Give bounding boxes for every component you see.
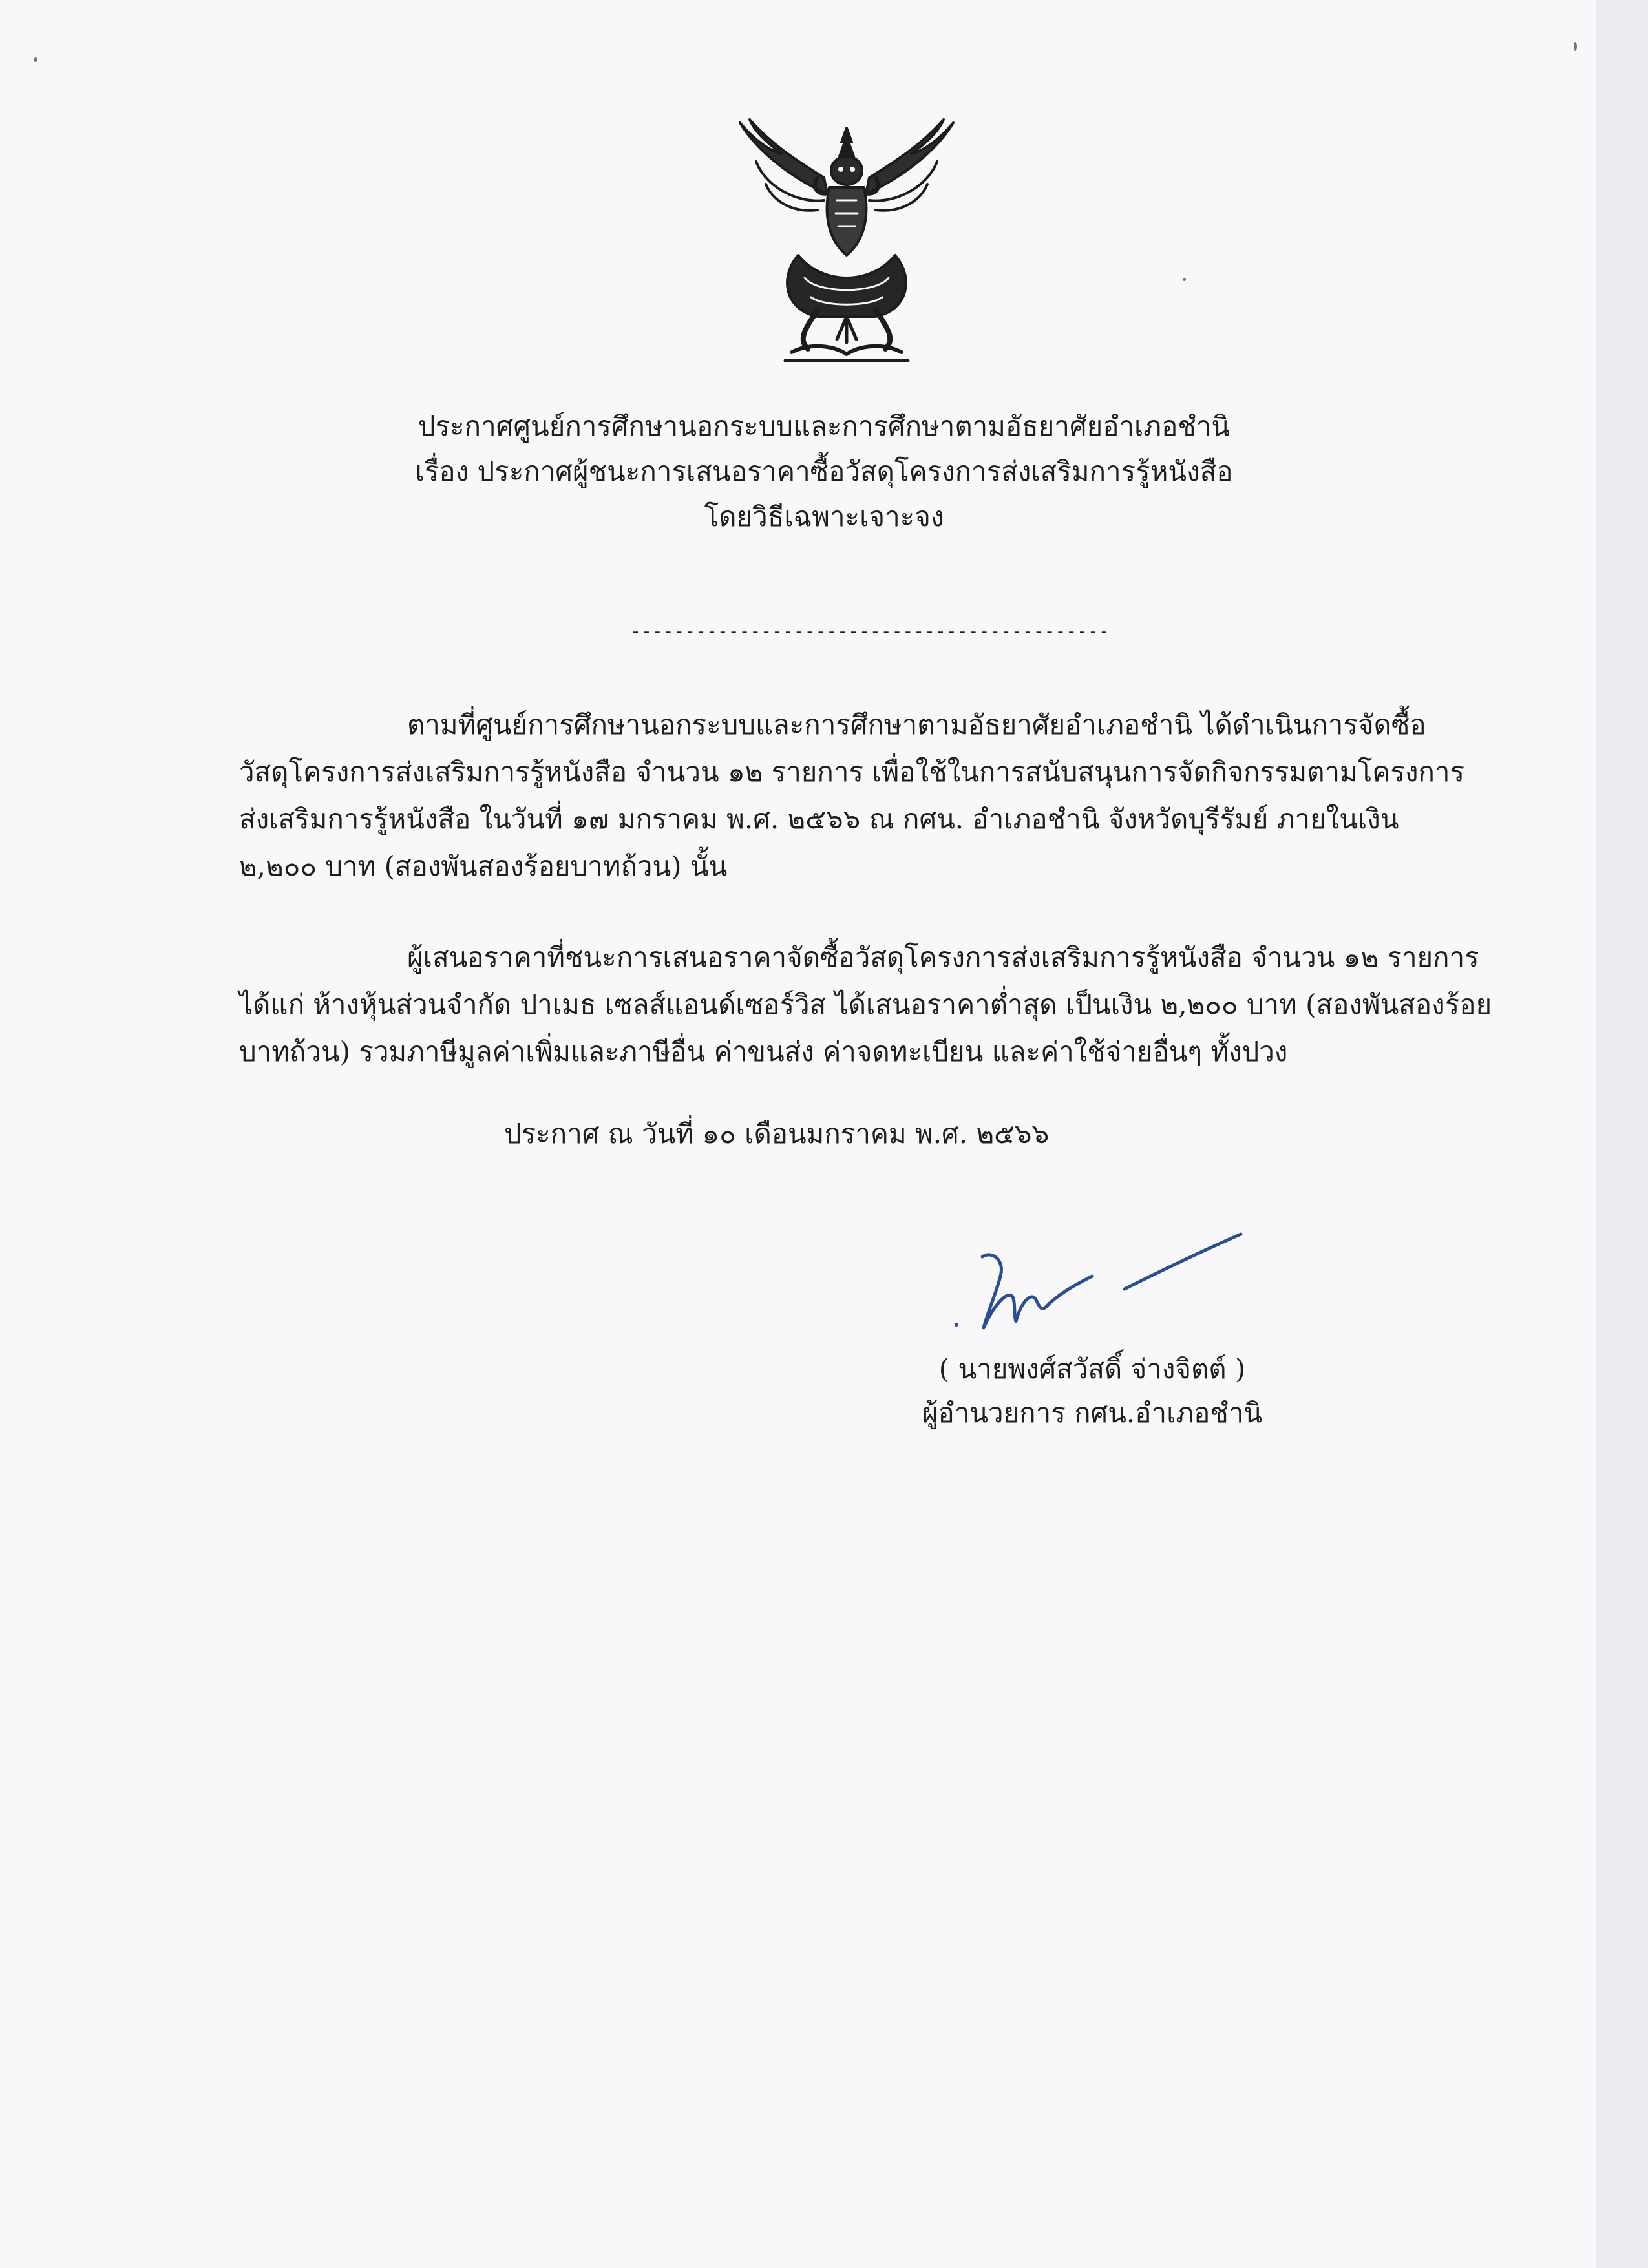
- announcement-date: ประกาศ ณ วันที่ ๑๐ เดือนมกราคม พ.ศ. ๒๕๖๖: [504, 1118, 1050, 1150]
- paragraph-2-line-1: ผู้เสนอราคาที่ชนะการเสนอราคาจัดซื้อวัสดุโครงการส่งเสริมการรู้หนังสือ จำนวน ๑๒ รายการ: [407, 941, 1479, 973]
- header-subject: เรื่อง ประกาศผู้ชนะการเสนอราคาซื้อวัสดุโครงการส่งเสริมการรู้หนังสือ: [415, 456, 1233, 487]
- paragraph-2-line-3: บาทถ้วน) รวมภาษีมูลค่าเพิ่มและภาษีอื่น ค่าขนส่ง ค่าจดทะเบียน และค่าใช้จ่ายอื่นๆ ทั้งปวง: [239, 1036, 1288, 1067]
- garuda-emblem-icon: [721, 116, 973, 375]
- paragraph-2-line-2: ได้แก่ ห้างหุ้นส่วนจำกัด ปาเมธ เซลส์แอนด์เซอร์วิส ได้เสนอราคาต่ำสุด เป็นเงิน ๒,๒๐๐ บาท (สองพันสองร้อย: [239, 989, 1492, 1020]
- body-paragraph-1: [239, 701, 1467, 890]
- signatory-title: ผู้อำนวยการ กศน.อำเภอชำนิ: [922, 1397, 1263, 1429]
- scan-speck: [1574, 42, 1577, 51]
- body-paragraph-2: [239, 934, 1492, 1075]
- scan-speck: [1183, 278, 1186, 281]
- paragraph-1-line-1: ตามที่ศูนย์การศึกษานอกระบบและการศึกษาตามอัธยาศัยอำเภอชำนิ ได้ดำเนินการจัดซื้อ: [407, 709, 1426, 740]
- header-line-3: โดยวิธีเฉพาะเจาะจง: [704, 501, 944, 532]
- scan-edge: [1596, 0, 1648, 2268]
- handwritten-signature: [944, 1231, 1254, 1341]
- signatory-block: [827, 1347, 1357, 1435]
- announcement-header: [194, 404, 1454, 540]
- header-line-1: ประกาศศูนย์การศึกษานอกระบบและการศึกษาตามอัธยาศัยอำเภอชำนิ: [417, 410, 1231, 442]
- paragraph-1-line-2: วัสดุโครงการส่งเสริมการรู้หนังสือ จำนวน ๑๒ รายการ เพื่อใช้ในการสนับสนุนการจัดกิจกรรมตามโครงการ: [239, 756, 1465, 788]
- paragraph-1-line-3: ส่งเสริมการรู้หนังสือ ในวันที่ ๑๗ มกราคม พ.ศ. ๒๕๖๖ ณ กศน. อำเภอชำนิ จังหวัดบุรีรัมย์ ภายในเงิน: [239, 803, 1399, 835]
- signatory-name: ( นายพงศ์สวัสดิ์ จ่างจิตต์ ): [938, 1353, 1246, 1385]
- separator-rule: --------------------------------------------: [630, 620, 1110, 642]
- scan-speck: [34, 57, 37, 62]
- paragraph-1-line-4: ๒,๒๐๐ บาท (สองพันสองร้อยบาทถ้วน) นั้น: [239, 850, 728, 882]
